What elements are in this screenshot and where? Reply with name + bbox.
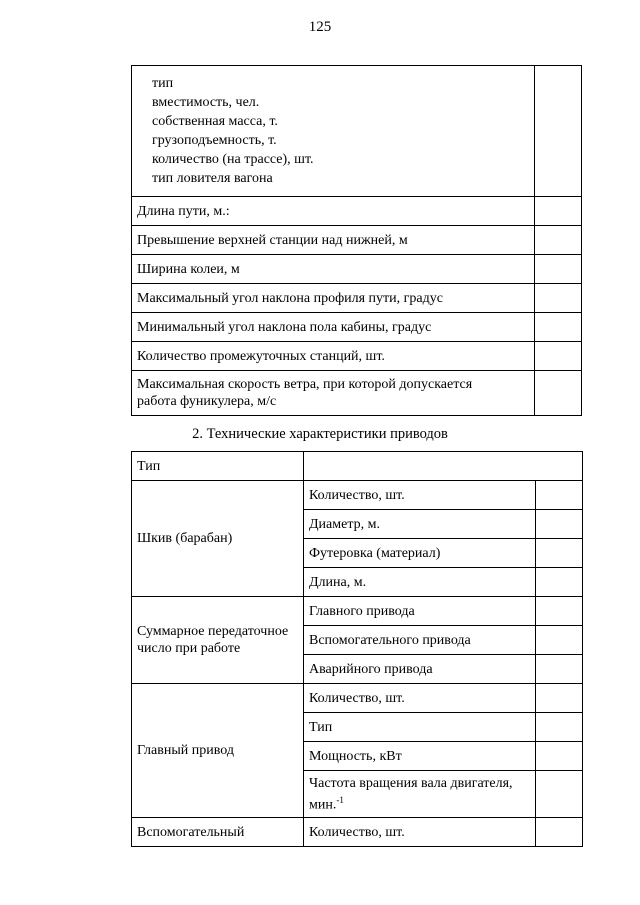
table-row	[132, 452, 583, 481]
rpm-superscript: -1	[336, 794, 344, 805]
table-row	[132, 284, 582, 313]
value-cell	[304, 452, 583, 481]
main-drive-rpm-label	[304, 771, 536, 818]
value-cell	[536, 539, 583, 568]
rpm-text: Частота вращения вала двигателя, мин.	[309, 775, 513, 813]
value-cell	[536, 771, 583, 818]
table-row	[132, 684, 583, 713]
car-param-type: тип	[152, 76, 174, 91]
table-row	[132, 371, 582, 416]
car-parameters-cell	[132, 66, 535, 197]
track-gauge-label: Ширина колеи, м	[132, 255, 535, 284]
value-cell	[536, 684, 583, 713]
emergency-drive-ratio-label: Аварийного привода	[304, 655, 536, 684]
table-row	[132, 66, 582, 197]
value-cell	[536, 713, 583, 742]
table-row	[132, 342, 582, 371]
main-drive-type-label: Тип	[304, 713, 536, 742]
main-drive-ratio-label: Главного привода	[304, 597, 536, 626]
table-row	[132, 226, 582, 255]
value-cell	[536, 510, 583, 539]
value-cell	[535, 66, 582, 197]
table-row	[132, 313, 582, 342]
max-track-angle-label: Максимальный угол наклона профиля пути, градус	[132, 284, 535, 313]
section-title: 2. Технические характеристики приводов	[192, 426, 448, 442]
value-cell	[535, 197, 582, 226]
main-drive-label: Главный привод	[132, 684, 304, 818]
page-number: 125	[308, 19, 332, 35]
value-cell	[535, 342, 582, 371]
value-cell	[535, 226, 582, 255]
value-cell	[535, 255, 582, 284]
type-label: Тип	[132, 452, 304, 481]
car-param-quantity: количество (на трассе), шт.	[152, 152, 314, 167]
car-param-load-capacity: грузоподъемность, т.	[152, 133, 277, 148]
value-cell	[536, 655, 583, 684]
value-cell	[536, 626, 583, 655]
funicular-parameters-table	[131, 65, 582, 416]
max-wind-speed-line-2: работа фуникулера, м/с	[137, 394, 277, 409]
value-cell	[536, 597, 583, 626]
max-wind-speed-line-1: Максимальная скорость ветра, при которой допускается	[137, 377, 473, 392]
value-cell	[535, 371, 582, 416]
pulley-lining-label: Футеровка (материал)	[304, 539, 536, 568]
value-cell	[535, 313, 582, 342]
value-cell	[536, 818, 583, 847]
max-wind-speed-label	[132, 371, 535, 416]
table-row	[132, 481, 583, 510]
car-param-catcher-type: тип ловителя вагона	[152, 171, 273, 186]
aux-drive-label: Вспомогательный	[132, 818, 304, 847]
pulley-label: Шкив (барабан)	[132, 481, 304, 597]
table-row	[132, 255, 582, 284]
pulley-quantity-label: Количество, шт.	[304, 481, 536, 510]
car-param-capacity: вместимость, чел.	[152, 95, 260, 110]
pulley-length-label: Длина, м.	[304, 568, 536, 597]
table-row	[132, 597, 583, 626]
car-param-own-mass: собственная масса, т.	[152, 114, 278, 129]
value-cell	[536, 742, 583, 771]
intermediate-stations-label: Количество промежуточных станций, шт.	[132, 342, 535, 371]
drive-characteristics-table	[131, 451, 583, 847]
value-cell	[536, 481, 583, 510]
table-row	[132, 197, 582, 226]
pulley-diameter-label: Диаметр, м.	[304, 510, 536, 539]
aux-drive-ratio-label: Вспомогательного привода	[304, 626, 536, 655]
value-cell	[535, 284, 582, 313]
value-cell	[536, 568, 583, 597]
station-elevation-label: Превышение верхней станции над нижней, м	[132, 226, 535, 255]
table-row	[132, 818, 583, 847]
track-length-label: Длина пути, м.:	[132, 197, 535, 226]
min-floor-angle-label: Минимальный угол наклона пола кабины, градус	[132, 313, 535, 342]
main-drive-power-label: Мощность, кВт	[304, 742, 536, 771]
aux-drive-quantity-label: Количество, шт.	[304, 818, 536, 847]
gear-ratio-label: Суммарное передаточное число при работе	[132, 597, 304, 684]
main-drive-quantity-label: Количество, шт.	[304, 684, 536, 713]
